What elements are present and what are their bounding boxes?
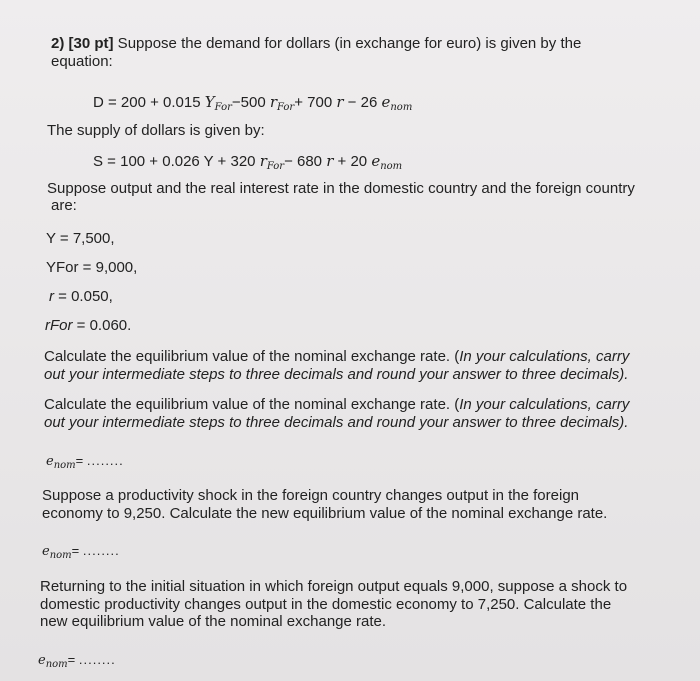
calc1-line1: Calculate the equilibrium value of the nominal exchange rate. (In your calculations, carry [44,348,630,365]
question-intro-line2: equation: [51,53,113,70]
answer-1[interactable]: $e_{nom}=$ ........ [46,453,124,471]
given-r: r = 0.050, [49,288,113,305]
shock2-line3: new equilibrium value of the nominal exchange rate. [40,613,387,630]
shock2-line1: Returning to the initial situation in which foreign output equals 9,000, suppose a shock to [40,578,628,595]
answer-2[interactable]: $e_{nom}=$ ........ [42,543,120,561]
supply-equation: S = 100 + 0.026 Y + 320 $r_{For}- 680$ r + 20 $e_{nom}$ [93,152,403,172]
output-intro-line1: Suppose output and the real interest rate in the domestic country and the foreign country [47,180,635,197]
output-intro-line2: are: [51,197,77,214]
question-number: 2) [30 pt] [51,35,114,52]
given-yfor: YFor = 9,000, [46,259,138,276]
shock1-line2: economy to 9,250. Calculate the new equilibrium value of the nominal exchange rate. [42,505,608,522]
calc1-line2: out your intermediate steps to three decimals and round your answer to three decimals). [44,366,629,383]
shock1-line1: Suppose a productivity shock in the foreign country changes output in the foreign [42,487,580,504]
shock2-line2: domestic productivity changes output in the domestic economy to 7,250. Calculate the [40,596,612,613]
given-y: Y = 7,500, [46,230,115,247]
intro-text: Suppose the demand for dollars (in exchange for euro) is given by the [113,35,582,52]
calc2-line1: Calculate the equilibrium value of the nominal exchange rate. (In your calculations, carry [44,396,630,413]
supply-intro: The supply of dollars is given by: [47,122,265,139]
answer-3[interactable]: $e_{nom}=$ ........ [38,652,116,670]
demand-equation: D = 200 + 0.015 $Y_{For}-500$ $r_{For}+ 700$ r − 26 $e_{nom}$ [93,93,413,113]
calc2-line2: out your intermediate steps to three decimals and round your answer to three decimals). [44,414,629,431]
given-rfor: rFor = 0.060. [45,317,132,334]
question-intro-line1 [51,35,581,53]
